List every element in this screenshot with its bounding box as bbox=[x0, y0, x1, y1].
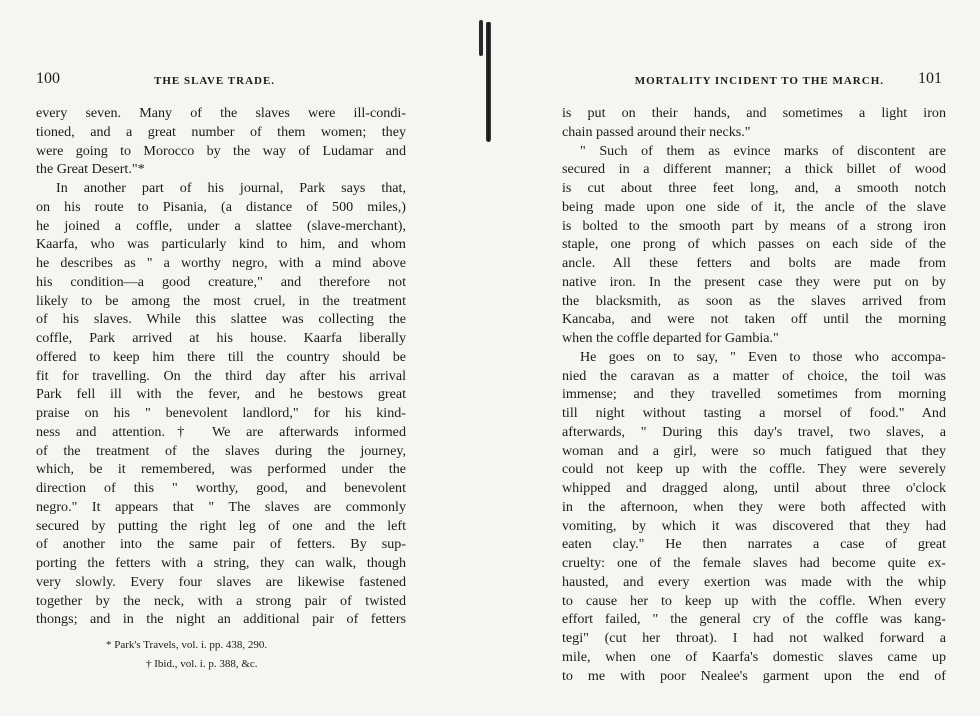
text-line: nied the caravan as a matter of choice, the toil was bbox=[562, 367, 946, 384]
text-line: He goes on to say, " Even to those who accompa- bbox=[580, 348, 946, 365]
text-line: tioned, and a great number of them women; they bbox=[36, 123, 406, 140]
text-line: ness and attention.† We are afterwards informed bbox=[36, 423, 406, 440]
text-line: hausted, and every exertion was made with the whip bbox=[562, 573, 946, 590]
text-line: vomiting, by which it was discovered that they had bbox=[562, 517, 946, 534]
text-line: native iron. In the present case they were put on by bbox=[562, 273, 946, 290]
left-page-number: 100 bbox=[36, 70, 60, 87]
text-line: effort failed, " the general cry of the coffle was kang- bbox=[562, 611, 946, 628]
right-page bbox=[562, 70, 946, 684]
text-line: Kaarfa, who was particularly kind to him, and whom bbox=[36, 236, 406, 253]
text-line: could not keep up with the coffle. They were severely bbox=[562, 461, 946, 478]
text-line: negro." It appears that " The slaves are commonly bbox=[36, 498, 406, 515]
text-line: chain passed around their necks." bbox=[562, 123, 751, 140]
right-page-body bbox=[562, 104, 946, 685]
text-line: In another part of his journal, Park says that, bbox=[56, 180, 406, 196]
text-line: is bolted to the smooth part by means of a strong iron bbox=[562, 217, 946, 234]
text-line: of his slaves. While this slattee was collecting the bbox=[36, 311, 406, 328]
text-line: eaten clay." He then narrates a case of great bbox=[562, 536, 946, 553]
text-line: secured in a different manner; a thick billet of wood bbox=[562, 161, 946, 178]
text-line: in the afternoon, when they were both affected with bbox=[562, 498, 946, 515]
text-line: is put on their hands, and sometimes a light iron bbox=[562, 105, 946, 121]
left-page bbox=[36, 70, 406, 670]
text-line: of another into the same pair of fetters. By sup- bbox=[36, 536, 406, 553]
text-line: Park fell ill with the fever, and he bestows great bbox=[36, 386, 406, 403]
text-line: afterwards, " During this day's travel, two slaves, a bbox=[562, 423, 946, 440]
left-footnotes bbox=[36, 636, 406, 674]
text-line: Kancaba, and were not taken off until the morning bbox=[562, 311, 946, 328]
text-line: which, be it remembered, was performed under the bbox=[36, 461, 406, 478]
text-line: very slowly. Every four slaves are likewise fastened bbox=[36, 573, 406, 590]
text-line: he joined a coffle, under a slattee (slave-merchant), bbox=[36, 217, 406, 234]
right-page-number: 101 bbox=[918, 70, 942, 87]
text-line: is cut about three feet long, and, a smooth notch bbox=[562, 180, 946, 196]
text-line: ancle. All these fetters and bolts are made from bbox=[562, 255, 946, 271]
text-line: every seven. Many of the slaves were ill-condi- bbox=[36, 105, 406, 121]
text-line: " Such of them as evince marks of discontent are bbox=[580, 142, 946, 159]
text-line: praise on his " benevolent landlord," for his kind- bbox=[36, 405, 406, 421]
text-line: offered to keep him there till the country should be bbox=[36, 348, 406, 365]
left-page-header bbox=[36, 70, 406, 96]
text-line: the Great Desert."* bbox=[36, 161, 145, 178]
text-line: when the coffle departed for Gambia." bbox=[562, 330, 779, 346]
text-line: together by the neck, with a strong pair of twisted bbox=[36, 592, 406, 609]
text-line: to cause her to keep up with the coffle. When every bbox=[562, 592, 946, 609]
text-line: till night without tasting a morsel of food." And bbox=[562, 405, 946, 421]
text-line: the blacksmith, as soon as the slaves arrived from bbox=[562, 292, 946, 309]
text-line: thongs; and in the night an additional pair of fetters bbox=[36, 611, 406, 628]
text-line: porting the fetters with a string, they can walk, though bbox=[36, 555, 406, 571]
text-line: coffle, Park arrived at his house. Kaarfa liberally bbox=[36, 330, 406, 346]
text-line: immense; and they travelled sometimes from morning bbox=[562, 386, 946, 403]
text-line: his condition—a good creature," and therefore not bbox=[36, 273, 406, 290]
page-gutter bbox=[486, 22, 491, 142]
footnote: † Ibid., vol. i. p. 388, &c. bbox=[146, 658, 258, 670]
text-line: being made upon one side of it, the ancle of the slave bbox=[562, 198, 946, 215]
footnote: * Park's Travels, vol. i. pp. 438, 290. bbox=[106, 639, 268, 651]
text-line: woman and a girl, were so much fatigued that they bbox=[562, 442, 946, 459]
text-line: were going to Morocco by the way of Ludamar and bbox=[36, 142, 406, 159]
text-line: mile, when one of Kaarfa's domestic slaves came up bbox=[562, 648, 946, 665]
text-line: whipped and dragged along, until about three o'clock bbox=[562, 480, 946, 496]
text-line: direction of this " worthy, good, and benevolent bbox=[36, 480, 406, 496]
text-line: tegi" (cut her throat). I had not walked forward a bbox=[562, 630, 946, 646]
left-running-head: THE SLAVE TRADE. bbox=[154, 75, 276, 87]
right-page-header bbox=[562, 70, 946, 96]
text-line: secured by putting the right leg of one and the left bbox=[36, 517, 406, 534]
text-line: fit for travelling. On the third day after his arrival bbox=[36, 367, 406, 384]
text-line: of the treatment of the slaves during the journey, bbox=[36, 442, 406, 459]
binding-mark bbox=[479, 20, 483, 56]
text-line: staple, one prong of which passes on each side of the bbox=[562, 236, 946, 253]
text-line: on his route to Pisania, (a distance of 500 miles,) bbox=[36, 198, 406, 215]
left-page-body bbox=[36, 104, 406, 629]
right-running-head: MORTALITY INCIDENT TO THE MARCH. bbox=[634, 75, 884, 87]
text-line: to me with poor Nealee's garment upon the end of bbox=[562, 667, 946, 684]
text-line: he describes as " a worthy negro, with a mind above bbox=[36, 255, 406, 271]
text-line: cruelty: one of the female slaves had become quite ex- bbox=[562, 555, 946, 571]
text-line: likely to be among the most cruel, in the treatment bbox=[36, 292, 406, 309]
